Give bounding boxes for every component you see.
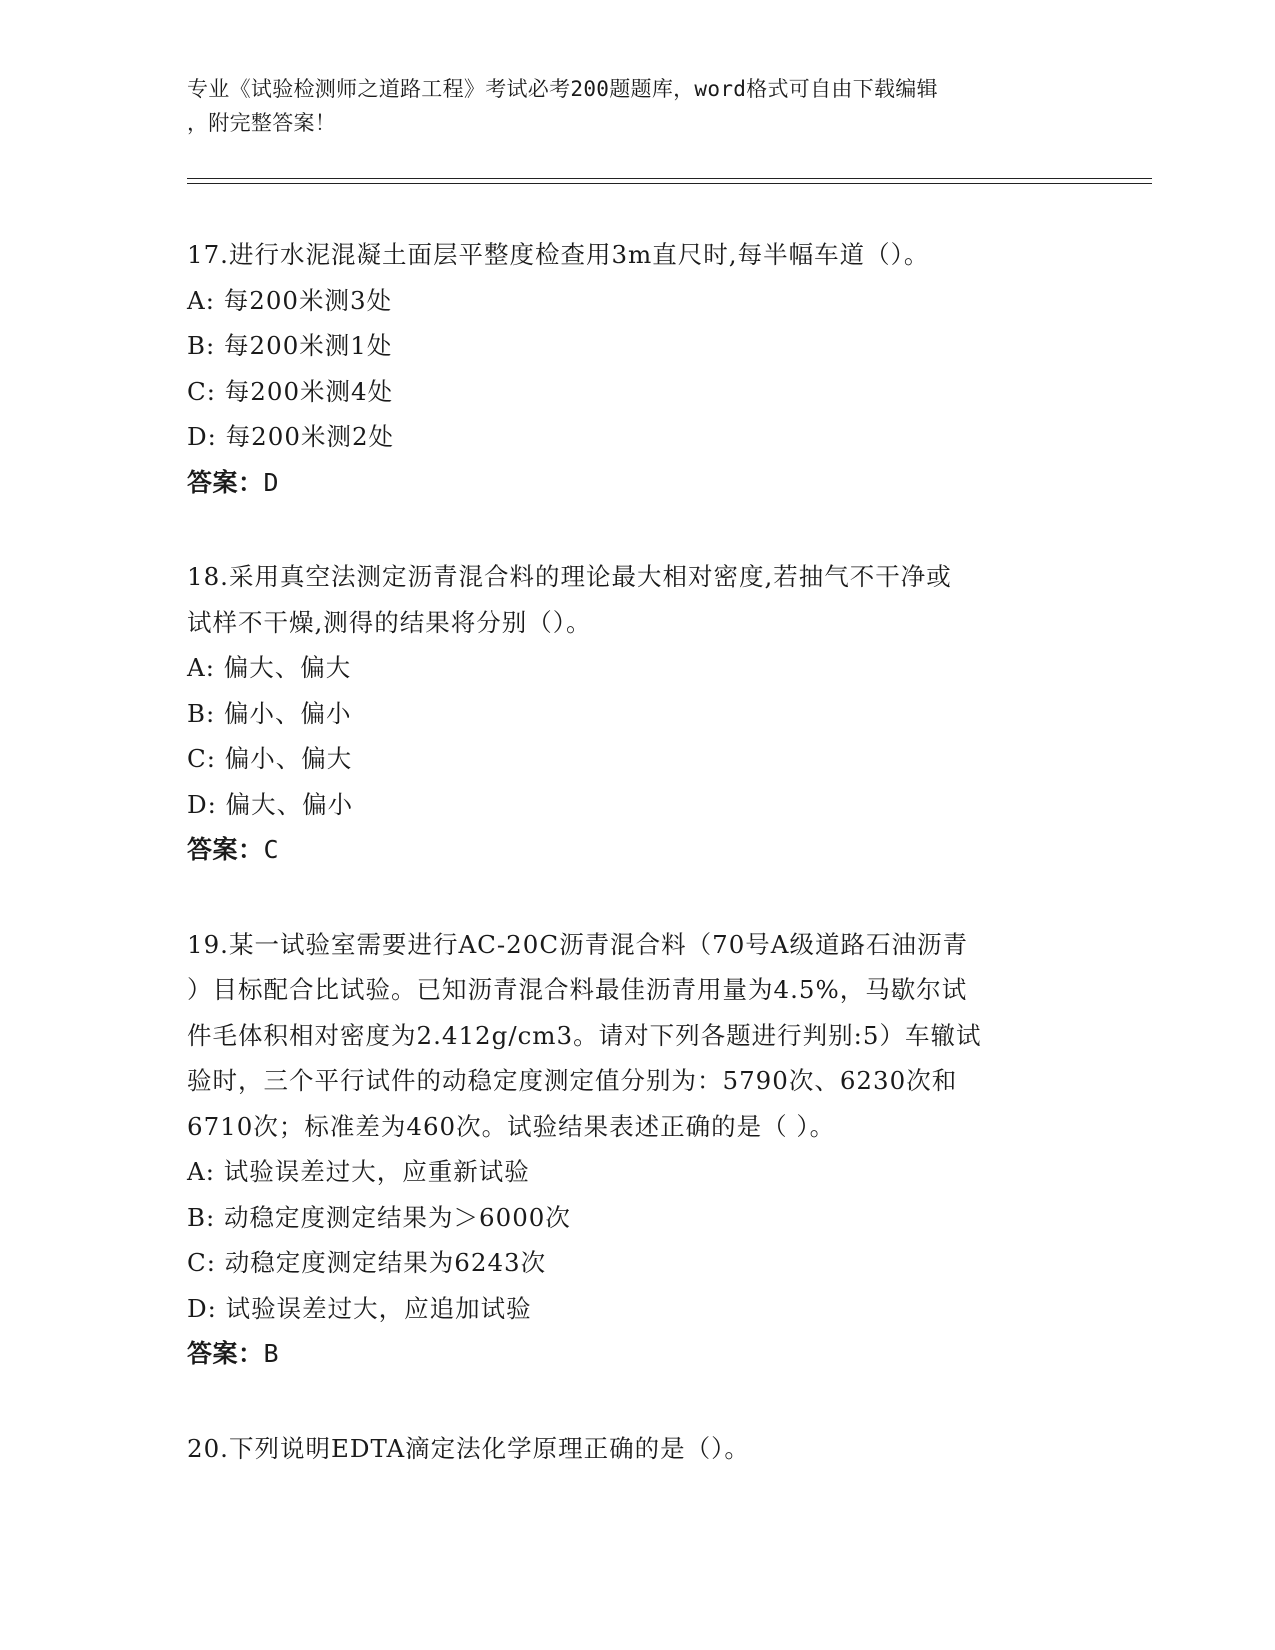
answer-line <box>187 827 1067 873</box>
option-d: D: 试验误差过大，应追加试验 <box>187 1293 532 1323</box>
answer-value: D <box>263 467 280 497</box>
option-b: B: 每200米测1处 <box>187 331 393 360</box>
header-line-2: ，附完整答案！ <box>187 111 337 135</box>
answer-label: 答案： <box>187 1339 264 1368</box>
question-list <box>187 232 1067 1471</box>
answer-line <box>187 1331 1067 1377</box>
document-header <box>187 72 1067 140</box>
header-line-1: 专业《试验检测师之道路工程》考试必考200题题库，word格式可自由下载编辑 <box>187 77 938 101</box>
option-c: C: 动稳定度测定结果为6243次 <box>187 1248 547 1277</box>
option-a: A: 每200米测3处 <box>187 285 393 315</box>
question-17 <box>187 232 1067 505</box>
question-stem: 6710次；标准差为460次。试验结果表述正确的是（ ）。 <box>187 1111 836 1141</box>
question-18 <box>187 554 1067 873</box>
question-stem: 20.下列说明EDTA滴定法化学原理正确的是（）。 <box>187 1433 750 1463</box>
option-c: C: 偏小、偏大 <box>187 744 353 773</box>
option-b: B: 动稳定度测定结果为＞6000次 <box>187 1202 571 1232</box>
answer-value: B <box>263 1339 280 1368</box>
option-b: B: 偏小、偏小 <box>187 698 352 728</box>
option-c: C: 每200米测4处 <box>187 376 394 406</box>
question-19 <box>187 922 1067 1377</box>
option-a: A: 偏大、偏大 <box>187 653 352 682</box>
question-stem: 试样不干燥,测得的结果将分别（）。 <box>187 607 592 637</box>
question-20 <box>187 1426 1067 1472</box>
question-stem: 件毛体积相对密度为2.412g/cm3。请对下列各题进行判别:5）车辙试 <box>187 1020 982 1050</box>
option-d: D: 偏大、偏小 <box>187 789 354 819</box>
question-stem: 18.采用真空法测定沥青混合料的理论最大相对密度,若抽气不干净或 <box>187 562 952 591</box>
answer-line <box>187 460 1067 506</box>
question-stem: 19.某一试验室需要进行AC-20C沥青混合料（70号A级道路石油沥青 <box>187 929 968 959</box>
option-d: D: 每200米测2处 <box>187 422 395 451</box>
option-a: A: 试验误差过大，应重新试验 <box>187 1157 530 1186</box>
header-divider-bottom <box>187 183 1152 184</box>
answer-value: C <box>263 835 280 864</box>
answer-label: 答案： <box>187 467 264 497</box>
answer-label: 答案： <box>187 835 264 864</box>
question-stem: ）目标配合比试验。已知沥青混合料最佳沥青用量为4.5%，马歇尔试 <box>187 975 968 1004</box>
question-stem: 17.进行水泥混凝土面层平整度检查用3m直尺时,每半幅车道（）。 <box>187 240 930 269</box>
question-stem: 验时，三个平行试件的动稳定度测定值分别为：5790次、6230次和 <box>187 1066 958 1095</box>
header-divider-top <box>187 178 1152 179</box>
